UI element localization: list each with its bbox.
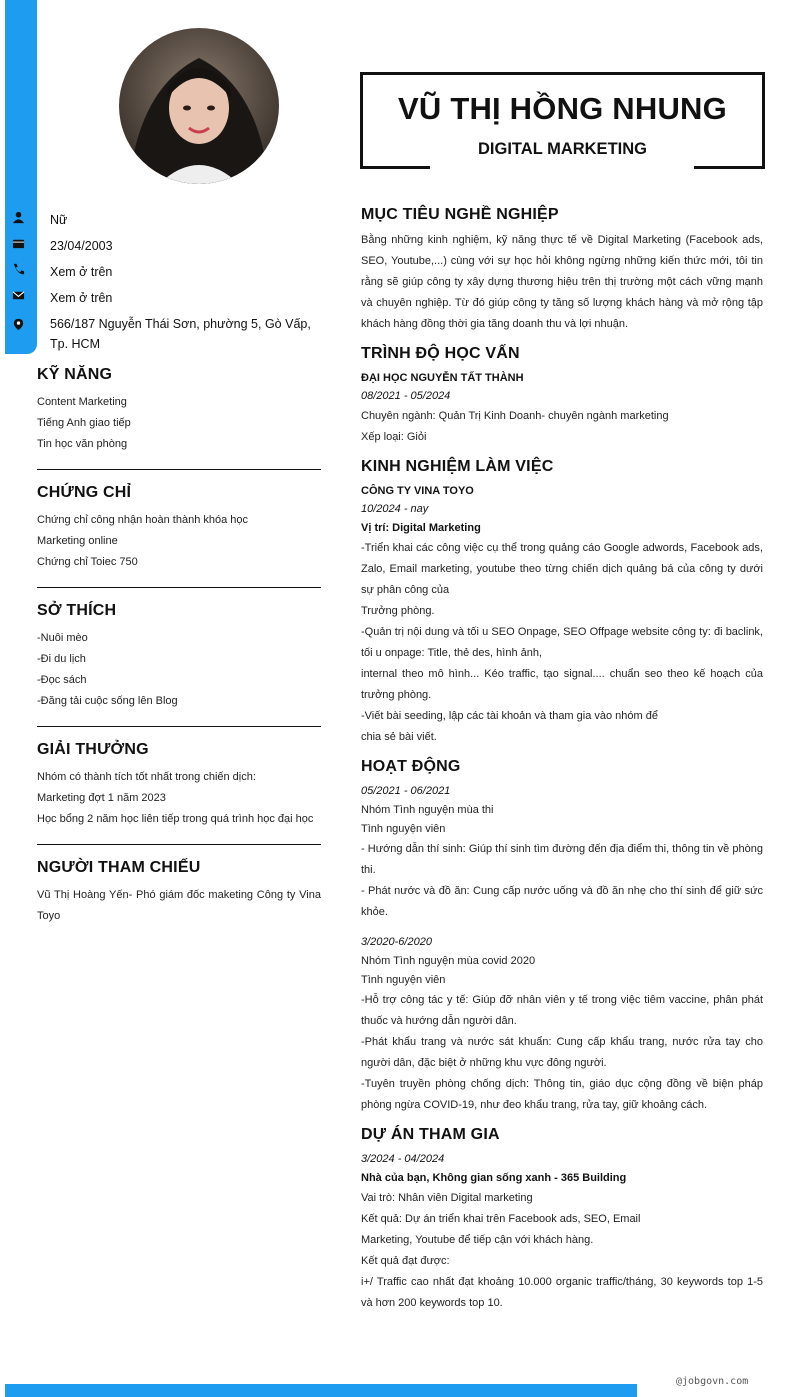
experience-line: internal theo mô hình... Kéo traffic, tạo signal.... chuẩn seo theo kế hoạch của trưởng phòng. (361, 668, 763, 701)
awards-section (37, 726, 321, 844)
skill-item: Tin học văn phòng (37, 438, 128, 450)
birthdate-text: 23/04/2003 (50, 239, 113, 253)
activity-line: Nhóm Tình nguyện mùa covid 2020 (361, 955, 536, 967)
project-line: i+/ Traffic cao nhất đạt khoảng 10.000 organic traffic/tháng, 30 keywords top 1-5 và hơn 200 keywords top 10. (361, 1276, 763, 1309)
name-frame-bottom-left (360, 166, 430, 169)
award-item: Nhóm có thành tích tốt nhất trong chiến dịch: (37, 771, 256, 783)
activity-line: Tình nguyện viên (361, 823, 446, 835)
skill-item: Tiếng Anh giao tiếp (37, 417, 131, 429)
experience-line: Trưởng phòng. (361, 605, 435, 617)
projects-section (361, 1126, 763, 1314)
mail-icon (12, 289, 25, 302)
objective-section (361, 206, 763, 335)
education-date: 08/2021 - 05/2024 (361, 390, 451, 402)
candidate-role: DIGITAL MARKETING (478, 140, 647, 158)
activity-date: 05/2021 - 06/2021 (361, 785, 451, 797)
phone-icon (12, 263, 25, 276)
objective-title: MỤC TIÊU NGHỀ NGHIỆP (361, 206, 559, 223)
hobby-item: -Nuôi mèo (37, 632, 88, 644)
education-line: Chuyên ngành: Quản Trị Kinh Doanh- chuyên ngành marketing (361, 410, 669, 422)
project-date: 3/2024 - 04/2024 (361, 1153, 445, 1165)
candidate-name: VŨ THỊ HỒNG NHUNG (398, 91, 727, 126)
experience-section (361, 458, 763, 748)
references-section (37, 844, 321, 941)
award-item: Marketing đợt 1 năm 2023 (37, 792, 166, 804)
experience-title: KINH NGHIỆM LÀM VIỆC (361, 458, 554, 475)
activity-line: -Tuyên truyền phòng chống dịch: Thông tin, giáo dục cộng đồng về biện pháp phòng ngừa COVID-19, như đeo khẩu trang, rửa tay, giữ khoảng cách. (361, 1078, 763, 1111)
activity-line: - Hướng dẫn thí sinh: Giúp thí sinh tìm đường đến địa điểm thi, thông tin về phòng thi. (361, 843, 763, 876)
award-item: Học bổng 2 năm học liên tiếp trong quá trình học đại học (37, 813, 314, 825)
project-name: Nhà của bạn, Không gian sống xanh - 365 Building (361, 1172, 627, 1184)
certificate-item: Marketing online (37, 535, 118, 547)
skills-title: KỸ NĂNG (37, 366, 113, 383)
project-line: Vai trò: Nhân viên Digital marketing (361, 1192, 533, 1204)
footer-accent-bar (5, 1384, 637, 1397)
contact-birthdate (0, 232, 330, 258)
location-icon (12, 318, 25, 331)
reference-item: Vũ Thị Hoàng Yến- Phó giám đốc maketing Công ty Vina Toyo (37, 889, 321, 922)
calendar-icon (12, 237, 25, 250)
hobbies-title: SỞ THÍCH (37, 602, 117, 619)
contact-email (0, 284, 330, 310)
project-line: Kết quả đạt được: (361, 1255, 450, 1267)
experience-line: -Quản trị nội dung và tối u SEO Onpage, SEO Offpage website công ty: đi baclink, tối u onpage: Title, thẻ des, hình ảnh, (361, 626, 763, 659)
activities-section (361, 758, 763, 1116)
avatar (119, 28, 279, 184)
education-title: TRÌNH ĐỘ HỌC VẤN (361, 345, 520, 362)
education-line: Xếp loại: Giỏi (361, 431, 427, 443)
activity-line: Nhóm Tình nguyện mùa thi (361, 804, 494, 816)
education-section (361, 345, 763, 448)
activity-line: - Phát nước và đồ ăn: Cung cấp nước uống và đồ ăn nhẹ cho thí sinh để giữ sức khỏe. (361, 885, 763, 918)
address-text: 566/187 Nguyễn Thái Sơn, phường 5, Gò Vấp, Tp. HCM (50, 317, 311, 351)
email-text: Xem ở trên (50, 291, 113, 305)
awards-title: GIẢI THƯỞNG (37, 741, 149, 758)
contact-phone (0, 258, 330, 284)
contact-gender (0, 206, 330, 232)
experience-line: chia sẻ bài viết. (361, 731, 437, 743)
activities-title: HOẠT ĐỘNG (361, 758, 461, 775)
phone-text: Xem ở trên (50, 265, 113, 279)
certificates-title: CHỨNG CHỈ (37, 484, 132, 501)
hobbies-section (37, 587, 321, 726)
experience-date: 10/2024 - nay (361, 503, 429, 515)
left-column (37, 366, 321, 941)
experience-line: -Triển khai các công việc cụ thể trong quảng cáo Google adwords, Facebook ads, Zalo, Email marketing, youtube theo từng chiến dịch quảng bá của công ty dưới sự phân công của (361, 542, 763, 596)
skill-item: Content Marketing (37, 396, 127, 408)
hobby-item: -Đi du lịch (37, 653, 86, 665)
activity-date: 3/2020-6/2020 (361, 936, 432, 948)
references-title: NGƯỜI THAM CHIẾU (37, 859, 201, 876)
name-frame-bottom-right (694, 166, 762, 169)
certificates-section (37, 469, 321, 587)
certificate-item: Chứng chỉ Toiec 750 (37, 556, 138, 568)
hobby-item: -Đăng tải cuộc sống lên Blog (37, 695, 178, 707)
certificate-item: Chứng chỉ công nhận hoàn thành khóa học (37, 514, 249, 526)
experience-line: -Viết bài seeding, lập các tài khoản và tham gia vào nhóm để (361, 710, 658, 722)
hobby-item: -Đọc sách (37, 674, 87, 686)
company-name: CÔNG TY VINA TOYO (361, 485, 474, 497)
activity-line: -Phát khẩu trang và nước sát khuẩn: Cung cấp khẩu trang, nước rửa tay cho người dân, đặc biệt ở những khu vực đông người. (361, 1036, 763, 1069)
experience-position: Vị trí: Digital Marketing (361, 522, 481, 534)
objective-text: Bằng những kinh nghiệm, kỹ năng thực tế về Digital Marketing (Facebook ads, SEO, Youtube,...) cùng với sự học hỏi không ngừng những kiến thức mới, tôi tin rằng sẽ giúp công ty xây dựng thương hiệu trên thị trường một cách vững mạnh và chuyên nghiệp. Từ đó giúp công ty tăng số lượng khách hàng và mở rộng tập khách hàng đồng thời gia tăng doanh thu và lợi nhuận. (361, 234, 763, 330)
school-name: ĐẠI HỌC NGUYỄN TẤT THÀNH (361, 372, 524, 384)
project-line: Marketing, Youtube để tiếp cận với khách hàng. (361, 1234, 594, 1246)
spacer (361, 923, 763, 933)
projects-title: DỰ ÁN THAM GIA (361, 1126, 500, 1143)
contact-address (0, 310, 330, 354)
project-line: Kết quả: Dự án triển khai trên Facebook ads, SEO, Email (361, 1213, 641, 1225)
activity-line: -Hỗ trợ công tác y tế: Giúp đỡ nhân viên y tế trong việc tiêm vaccine, phân phát thuốc và hướng dẫn người dân. (361, 994, 763, 1027)
contact-info (0, 206, 330, 354)
skills-section (37, 366, 321, 469)
right-column (361, 206, 763, 1324)
watermark: @jobgovn.com (676, 1376, 749, 1387)
activity-line: Tình nguyện viên (361, 974, 446, 986)
gender-text: Nữ (50, 213, 68, 227)
person-icon (12, 211, 25, 224)
